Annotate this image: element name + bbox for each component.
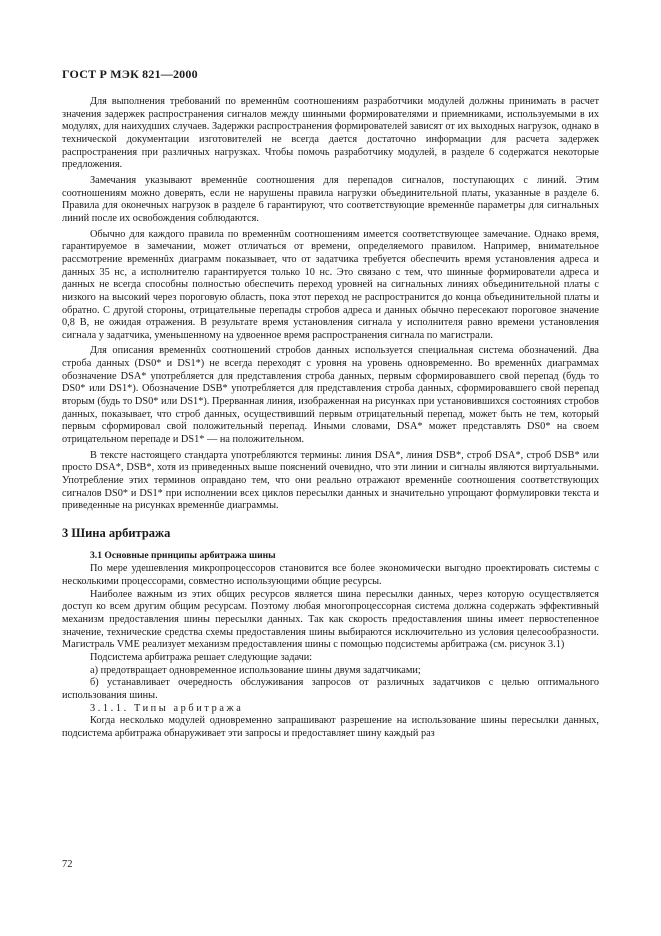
document-body <box>62 96 599 741</box>
section-title: 3 Шина арбитража <box>62 526 171 540</box>
paragraph: Наиболее важным из этих общих ресурсов является шина пересылки данных, через которую осуществляется доступ ко всем другим общим ресурсам. Поэтому любая многопроцессорная система должна содержать эффективный механизм предоставления шины пересылки данных. Так как скорость предоставления шины имеет первостепенное значение, технические средства схемы предоставления шины выбираются исключительно из условия целесообразности. Магистраль VME реализует механизм предоставления шины с помощью подсистемы арбитража (см. рисунок 3.1) <box>62 588 599 651</box>
subsubsection-title: 3.1.1. Типы арбитража <box>90 702 244 714</box>
paragraph: По мере удешевления микропроцессоров становится все более экономически выгодно проектировать системы с несколькими процессорами, совместно использующими общие ресурсы. <box>62 563 599 587</box>
paragraph: В тексте настоящего стандарта употребляются термины: линия DSA*, линия DSB*, строб DSA*, строб DSB* или просто DSA*, DSB*, хотя из приведенных выше пояснений очевидно, что эти линии и сигналы являются виртуальными. Употребление этих терминов оправдано тем, что они реально отражают временнûе соотношения соответствующих сигналов DS0* и DS1* при исполнении всех циклов пересылки данных и значительно упрощают формулировки текста и приведенные на рисунках временнûе диаграммы. <box>62 449 599 512</box>
paragraph: Обычно для каждого правила по временнûм соотношениям имеется соответствующее замечание. Однако время, гарантируемое в замечании, может отличаться от времени, определяемого правилом. Например, внимательное рассмотрение временнûх диаграмм показывает, что от задатчика требуется обеспечить время установления адреса и данных 35 нс, а исполнителю гарантируется только 10 нс. Это связано с тем, что шинные формирователи адреса и данных не всегда способны полностью обеспечить переход уровней на сигнальных линиях объединительной платы с низкого на высокий через пороговую область, пока этот переход не распространится до конца объединительной платы и обратно. С другой стороны, отрицательные перепады стробов адреса и данных обычно пересекают пороговое значение 0,8 В, не ожидая отражения. В результате время установления сигнала у исполнителя равно времени установления сигнала у задатчика, уменьшенному на удвоенное время распространения сигнала по магистрали. <box>62 228 599 341</box>
document-header: ГОСТ Р МЭК 821—2000 <box>62 67 198 81</box>
paragraph: Для выполнения требований по временнûм соотношениям разработчики модулей должны принимать в расчет значения задержек распространения сигналов между шинными формирователями и приемниками, используемыми в их модулях, для наихудших случаев. Задержки распространения формирователей зависят от их выходных нагрузок, однако в технической документации изготовителей не всегда дается достаточно информации для расчета задержек распространения при различных нагрузках. Чтобы помочь разработчику модулей, в разделе 6 содержатся некоторые предложения. <box>62 96 599 171</box>
list-item: а) предотвращает одновременное использование шины двумя задатчиками; <box>90 664 421 676</box>
paragraph: Для описания временнûх соотношений стробов данных используется специальная система обозначений. Два строба данных (DS0* и DS1*) не всегда переходят с уровня на уровень одновременно. Во временнûх диаграммах обозначение DSA* употребляется для представления строба данных, первым сформировавшего свой перепад (будь то DS0* или DS1*). Обозначение DSB* употребляется для представления строба данных, сформировавшего свой перепад вторым (будь то DS0* или DS1*). Прерванная линия, изображенная на рисунках при установившихся состояниях стробов данных, показывает, что строб данных, осуществивший первым отрицательный перепад, может быть не тем, который первым сформировал свой положительный перепад. Иными словами, DSA* может представлять DS0* на своем отрицательном перепаде и DS1* — на положительном. <box>62 345 599 446</box>
page-number: 72 <box>62 859 73 870</box>
paragraph: Подсистема арбитража решает следующие задачи: <box>90 651 313 663</box>
list-item: б) устанавливает очередность обслуживания запросов от различных задатчиков с целью оптимального использования шины. <box>62 677 599 701</box>
subsection-title: 3.1 Основные принципы арбитража шины <box>90 549 276 561</box>
paragraph: Замечания указывают временнûе соотношения для перепадов сигналов, поступающих с линий. Этим соотношениям можно доверять, если не нарушены правила нагрузки объединительной платы, указанные в разделе 6. Правила для оконечных нагрузок в разделе 6 гарантируют, что соответствующие временнûе параметры для сигнальных линий после их освобождения соблюдаются. <box>62 174 599 224</box>
paragraph: Когда несколько модулей одновременно запрашивают разрешение на использование шины пересылки данных, подсистема арбитража обнаруживает эти запросы и предоставляет шину каждый раз <box>62 715 599 739</box>
